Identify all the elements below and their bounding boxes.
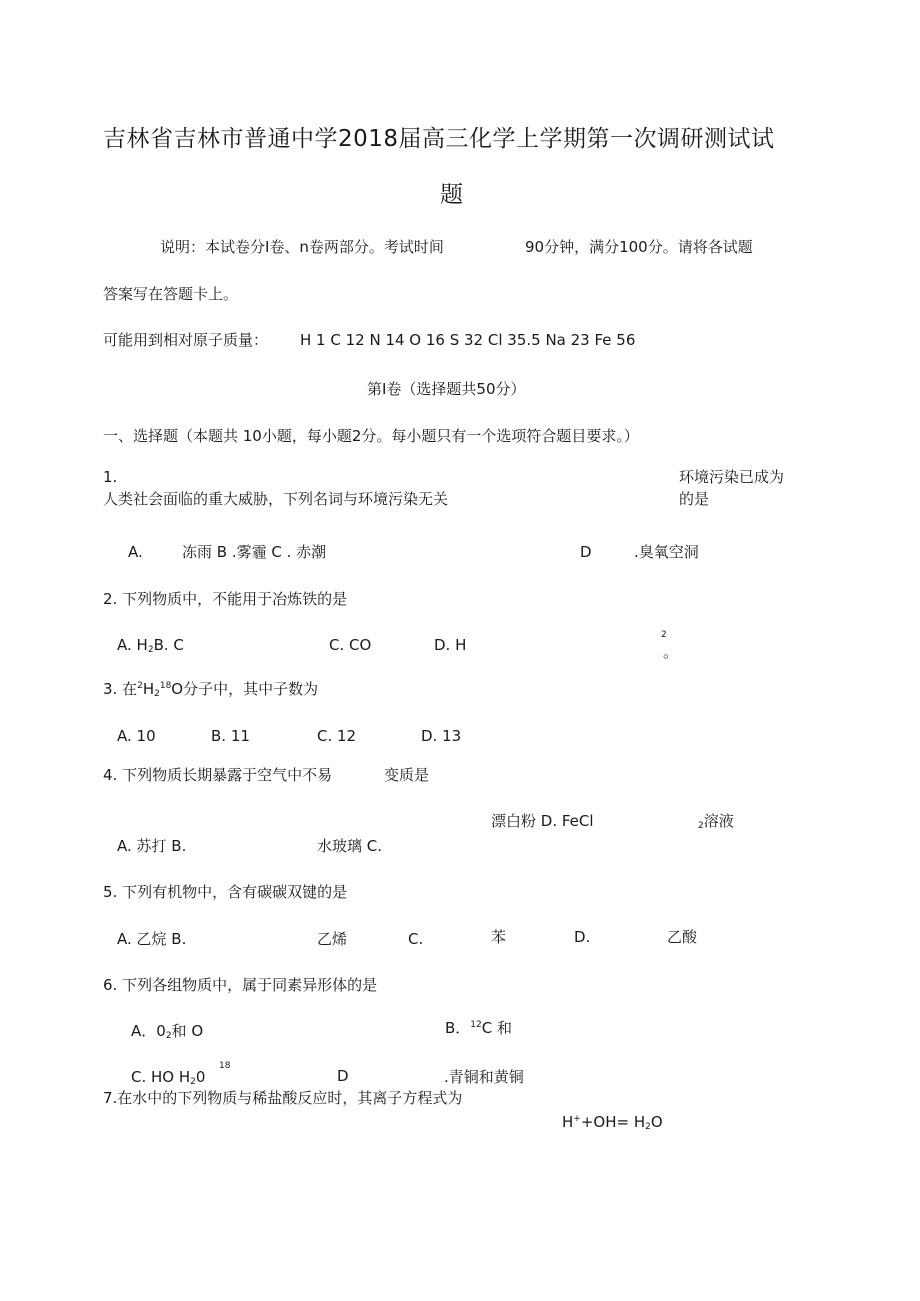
option-a-label: A. <box>128 543 143 561</box>
question-stem <box>103 680 318 698</box>
options-abc: 冻雨 B .雾霾 C . 赤潮 <box>182 543 327 561</box>
option-b <box>445 1019 512 1037</box>
superscript: 12 <box>470 1020 482 1030</box>
question-stem: 人类社会面临的重大威胁，下列名词与环境污染无关 <box>103 490 449 508</box>
option-c-d: 漂白粉 D. FeCl <box>491 812 594 830</box>
superscript: + <box>573 1114 581 1124</box>
option-c-text: C. HO H <box>131 1068 191 1086</box>
question-stem: 变质是 <box>384 766 430 784</box>
equation-text: O <box>650 1113 663 1131</box>
section-instruction: 一、选择题（本题共 10小题，每小题2分。每小题只有一个选项符合题目要求。） <box>103 427 639 445</box>
option-d-label: D <box>580 543 592 561</box>
option-b: 乙烯 <box>317 930 348 948</box>
option-c <box>131 1068 205 1086</box>
atomic-mass-values: H 1 C 12 N 14 O 16 S 32 Cl 35.5 Na 23 Fe 56 <box>300 331 636 349</box>
option-a-text: A．0 <box>131 1022 166 1040</box>
option-a-b: A. 乙烷 B. <box>117 930 187 948</box>
subscript: 2 <box>698 821 704 831</box>
option-d: D. 13 <box>421 727 462 745</box>
options-ab <box>117 636 184 654</box>
intro-text-answer: 答案写在答题卡上。 <box>103 285 239 303</box>
option-b-text: B． <box>445 1019 471 1037</box>
option-c: 苯 <box>491 928 507 946</box>
option-a-text: 和 O <box>171 1022 204 1040</box>
intro-text: 说明：本试卷分Ⅰ卷、n卷两部分。考试时间 <box>160 238 444 256</box>
option-a: A. H <box>117 636 148 654</box>
option-a <box>131 1022 203 1040</box>
option-c: C. 12 <box>317 727 357 745</box>
intro-text-time: 90分钟，满分100分。请将各试题 <box>525 238 753 256</box>
question-number: 1. <box>103 468 118 486</box>
question-stem: 5. 下列有机物中，含有碳碳双键的是 <box>103 883 348 901</box>
question-stem: 的是 <box>679 490 710 508</box>
stem-text: 3. 在 <box>103 680 138 698</box>
stem-text: O分子中，其中子数为 <box>171 680 319 698</box>
section-heading: 第Ⅰ卷（选择题共50分） <box>367 380 526 398</box>
question-stem: 7.在水中的下列物质与稀盐酸反应时，其离子方程式为 <box>103 1089 463 1107</box>
option-b: B. 11 <box>211 727 250 745</box>
page-title: 吉林省吉林市普通中学2018届高三化学上学期第一次调研测试试 <box>103 126 775 152</box>
option-d-label: D <box>337 1067 349 1085</box>
question-stem: 4. 下列物质长期暴露于空气中不易 <box>103 766 333 784</box>
atomic-mass-label: 可能用到相对原子质量： <box>103 331 269 349</box>
option-b-c: 水玻璃 C. <box>317 837 383 855</box>
question-stem: 6. 下列各组物质中，属于同素异形体的是 <box>103 976 378 994</box>
stem-text: H <box>142 680 155 698</box>
option-d-end <box>698 812 734 830</box>
subscript: 2 <box>154 689 160 699</box>
option-d-label: D. <box>574 928 591 946</box>
superscript: 18 <box>219 1061 231 1071</box>
option-d: 乙酸 <box>667 928 698 946</box>
option-d-end: 。 <box>663 643 679 661</box>
equation-text: +OH= H <box>580 1113 646 1131</box>
superscript: 2 <box>661 630 667 640</box>
subscript: 2 <box>147 645 154 655</box>
option-c: C. CO <box>329 636 372 654</box>
ionic-equation <box>562 1113 663 1131</box>
option-d: .青铜和黄铜 <box>444 1068 524 1086</box>
question-stem: 2. 下列物质中，不能用于冶炼铁的是 <box>103 590 348 608</box>
option-d: .臭氧空洞 <box>634 543 699 561</box>
option-a-b: A. 苏打 B. <box>117 837 187 855</box>
page-title-continued: 题 <box>440 182 464 208</box>
question-stem: 环境污染已成为 <box>679 468 785 486</box>
superscript: 2 <box>137 681 143 691</box>
option-d-text: 溶液 <box>703 812 734 830</box>
subscript: 2 <box>165 1031 172 1041</box>
equation-text: H <box>562 1113 574 1131</box>
option-b: B. C <box>153 636 184 654</box>
option-d: D. H <box>434 636 467 654</box>
option-c-label: C. <box>408 930 424 948</box>
superscript: 18 <box>159 681 172 691</box>
option-a: A. 10 <box>117 727 156 745</box>
option-b-text: C 和 <box>481 1019 512 1037</box>
option-c-text: 0 <box>195 1068 206 1086</box>
subscript: 2 <box>190 1077 196 1087</box>
subscript: 2 <box>645 1122 651 1132</box>
